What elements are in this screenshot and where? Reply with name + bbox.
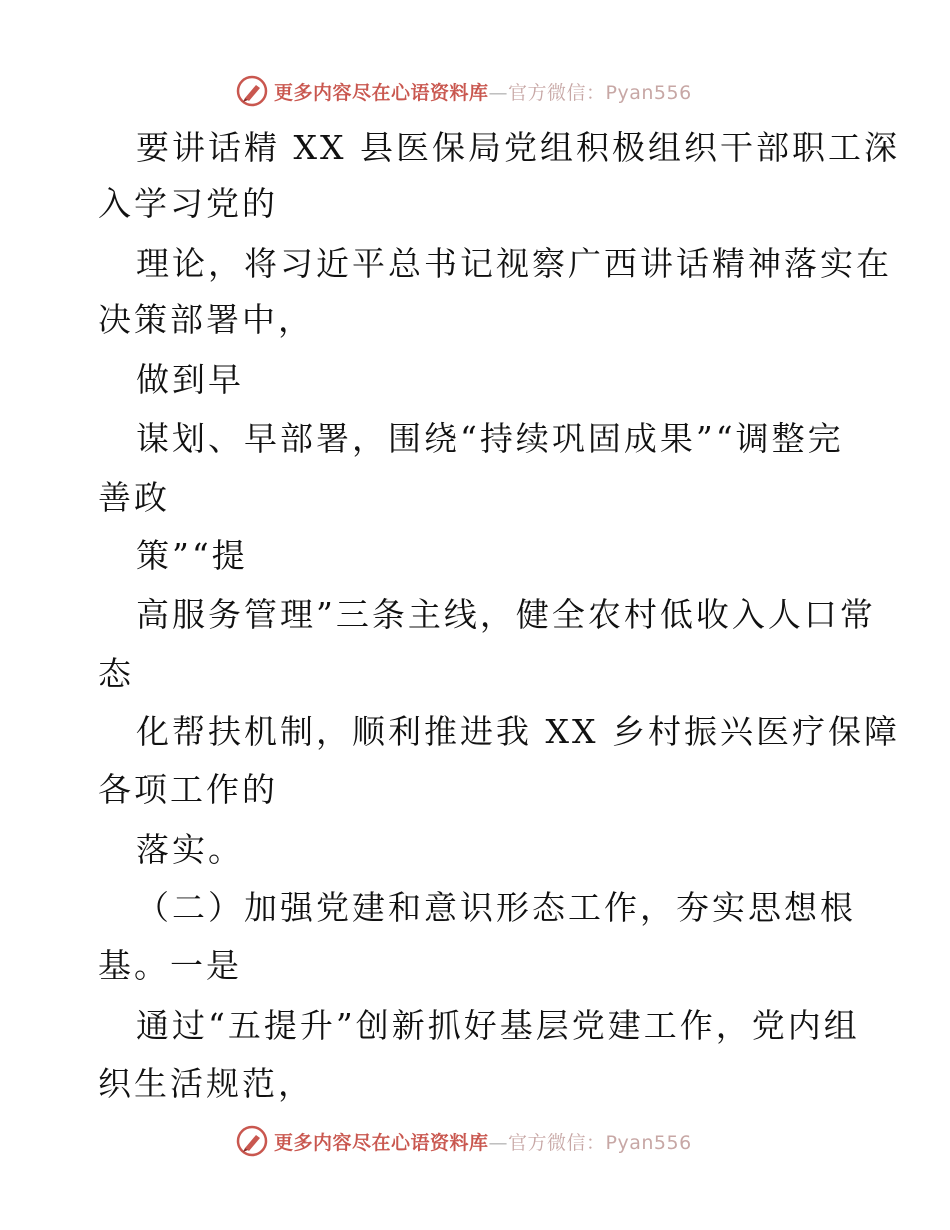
text-line: 高服务管理”三条主线，健全农村低收入人口常 [136,595,876,634]
text-line: 策”“提 [136,536,248,575]
text-line: （二）加强党建和意识形态工作，夯实思想根 [136,888,856,927]
text-line: 化帮扶机制，顺利推进我 XX 乡村振兴医疗保障 [136,712,900,751]
footer-watermark [236,1124,692,1158]
text-line: 善政 [98,478,170,517]
watermark-text: 更多内容尽在心语资料库—官方微信：Pyan556 [274,81,692,104]
text-line: 做到早 [136,360,244,399]
text-line: 谋划、早部署，围绕“持续巩固成果”“调整完 [136,419,844,458]
text-line: 入学习党的 [98,184,278,223]
text-line: 态 [98,654,134,693]
text-line: 各项工作的 [98,770,278,809]
text-line: 要讲话精 XX 县医保局党组积极组织干部职工深 [136,128,900,167]
header-watermark [236,74,692,108]
text-line: 理论，将习近平总书记视察广西讲话精神落实在 [136,244,892,283]
text-line: 基。一是 [98,946,242,985]
pen-seal-icon [236,1125,268,1157]
watermark-text: 更多内容尽在心语资料库—官方微信：Pyan556 [274,1131,692,1154]
pen-seal-icon [236,75,268,107]
text-line: 落实。 [136,830,244,869]
text-line: 通过“五提升”创新抓好基层党建工作，党内组 [136,1006,860,1045]
text-line: 织生活规范， [98,1064,314,1103]
text-line: 决策部署中， [98,300,314,339]
